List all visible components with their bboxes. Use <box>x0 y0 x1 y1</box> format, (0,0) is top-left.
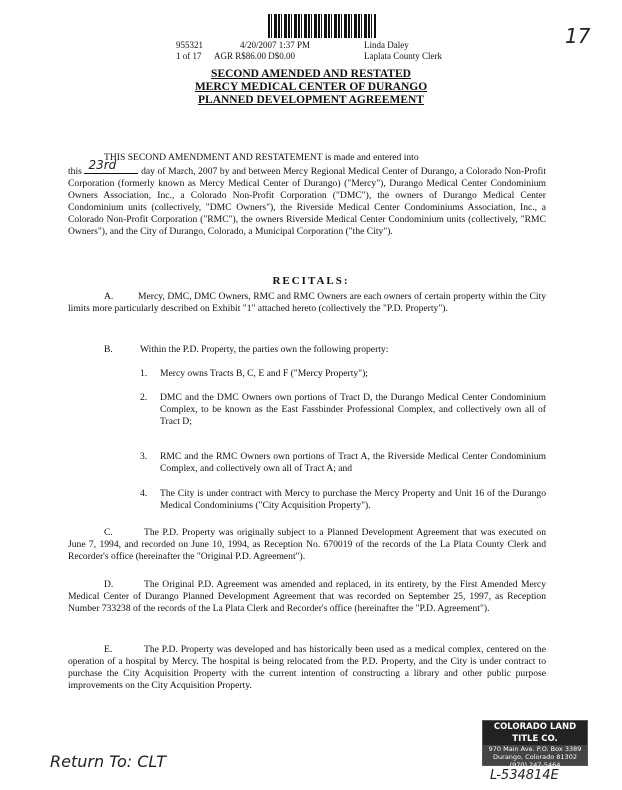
stamp-city: Durango, Colorado 81302 <box>493 753 577 761</box>
title-line-3: PLANNED DEVELOPMENT AGREEMENT <box>198 94 424 106</box>
intro-lead: THIS SECOND AMENDMENT AND RESTATEMENT is made and entered into <box>104 152 419 163</box>
item-1-text: Mercy owns Tracts B, C, E and F ("Mercy Property"); <box>160 368 368 379</box>
recital-c-text: The P.D. Property was originally subject to a Planned Development Agreement that was executed on June 7, 1994, and recorded on June 10, 1994, as Reception No. 670019 of the records of the La Plata County Clerk and Recorder's office (hereinafter the "Original P.D. Agreement"). <box>68 527 546 562</box>
recital-b-label: B. <box>104 344 113 355</box>
item-3-text: RMC and the RMC Owners own portions of Tract A, the Riverside Medical Center Condominium Complex, and collectively own all of Tract A; and <box>160 451 546 474</box>
item-4-text: The City is under contract with Mercy to purchase the Mercy Property and Unit 16 of the Durango Medical Condominiums ("City Acquisition Property"). <box>160 488 546 511</box>
recital-d-text: The Original P.D. Agreement was amended and replaced, in its entirety, by the First Amended Mercy Medical Center of Durango Planned Development Agreement that was recorded on September 25, 1997, as Reception Number 733238 of the records of the La Plata Clerk and Recorder's office (hereinafter the "P.D. Agreement"). <box>68 579 546 614</box>
recording-fees: AGR R$86.00 D$0.00 <box>214 51 296 61</box>
recital-e-text: The P.D. Property was developed and has historically been used as a medical complex, centered on the operation of a hospital by Mercy. The hospital is being relocated from the P.D. Property, and the City is under contract to purchase the City Acquisition Property with the current intention of constructing a library and other public purpose improvements on the City Acquisition Property. <box>68 644 546 691</box>
title-line-1: SECOND AMENDED AND RESTATED <box>211 68 411 80</box>
day-handwritten: 23rd <box>88 158 117 172</box>
recital-a-text: Mercy, DMC, DMC Owners, RMC and RMC Owners are each owners of certain property within the City limits more particularly described on Exhibit "1" attached hereto (collectively the "P.D. Property"). <box>68 291 546 314</box>
return-to-handwritten: Return To: CLT <box>50 752 167 771</box>
recital-b-text: Within the P.D. Property, the parties own the following property: <box>140 344 389 355</box>
item-2-number: 2. <box>140 392 148 403</box>
barcode <box>268 14 376 38</box>
intro-this: this <box>68 166 82 177</box>
item-3-number: 3. <box>140 451 148 462</box>
recital-a-label: A. <box>104 291 114 302</box>
recital-d-label: D. <box>104 579 114 590</box>
title-company-stamp <box>482 720 588 769</box>
page-count-handwritten: 17 <box>565 24 591 48</box>
clerk-office: Laplata County Clerk <box>364 51 442 61</box>
item-4-number: 4. <box>140 488 148 499</box>
file-number-handwritten: L-534814E <box>490 768 559 783</box>
stamp-phone: (970) 247-5464 <box>509 761 561 769</box>
item-1-number: 1. <box>140 368 148 379</box>
reception-number: 955321 <box>176 40 203 50</box>
recitals-heading: RECITALS: <box>272 275 350 287</box>
clerk-name: Linda Daley <box>364 40 409 50</box>
stamp-address: 970 Main Ave. P.O. Box 3389 <box>488 745 582 753</box>
day-blank <box>84 158 138 174</box>
recording-datetime: 4/20/2007 1:37 PM <box>240 40 311 50</box>
intro-paragraph <box>68 152 546 238</box>
recital-e-label: E. <box>104 644 113 655</box>
recital-c-label: C. <box>104 527 113 538</box>
title-line-2: MERCY MEDICAL CENTER OF DURANGO <box>194 81 428 93</box>
page-info: 1 of 17 <box>176 51 202 61</box>
intro-rest: day of March, 2007 by and between Mercy Regional Medical Center of Durango, a Colorado Non-Profit Corporation (formerly known as Mercy Medical Center of Durango) ("Mercy"), Durango Medical Center Condominium Owners Association, Inc., a Colorado Non-Profit Corporation ("DMC"), the owners of Durango Medical Center Condominium units (collectively, "DMC Owners"), the Riverside Medical Center Condominiums Association, Inc., a Colorado Non-Profit Corporation ("RMC"), the owners Riverside Medical Center Condominium units (collectively, "RMC Owners"), and the City of Durango, Colorado, a Municipal Corporation ("the City"). <box>68 166 546 237</box>
item-2-text: DMC and the DMC Owners own portions of Tract D, the Durango Medical Center Condominium Complex, to be known as the East Fassbinder Professional Complex, and collectively own all of Tract D; <box>160 392 546 427</box>
stamp-company-name: COLORADO LAND TITLE CO. <box>483 721 587 745</box>
